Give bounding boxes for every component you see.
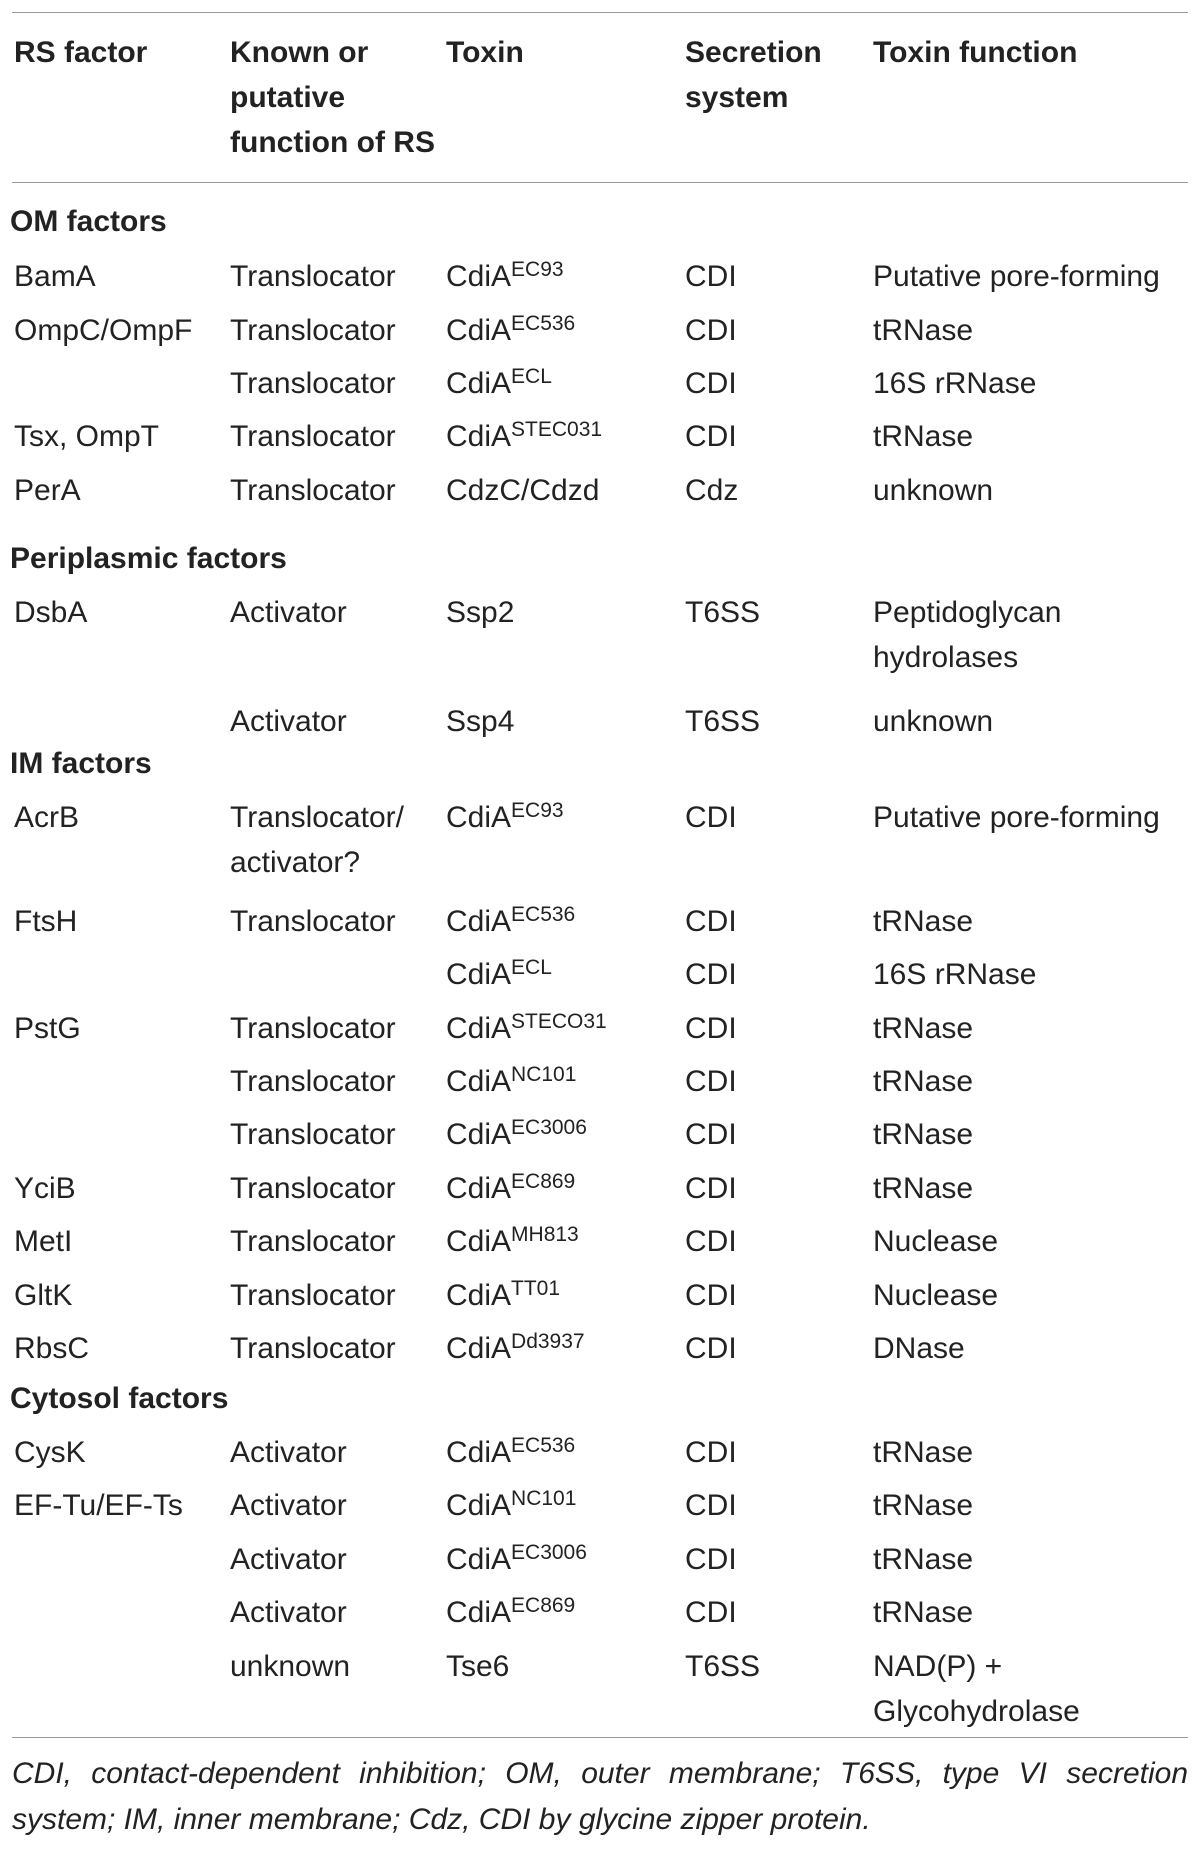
rs-function-cell-line2: activator? (230, 846, 361, 879)
toxin-strain-superscript: EC3006 (511, 1541, 587, 1564)
toxin-name: CdiA (446, 260, 512, 293)
toxin-cell (446, 799, 564, 834)
rs-function-cell: Activator (230, 596, 347, 629)
rs-function-cell: Translocator (230, 367, 396, 400)
toxin-cell (446, 903, 576, 938)
toxin-name: Ssp4 (446, 705, 515, 738)
toxin-strain-superscript: STECO31 (511, 1010, 607, 1033)
toxin-name: CdiA (446, 1118, 512, 1151)
toxin-name: CdiA (446, 1436, 512, 1469)
toxin-cell (446, 1170, 576, 1205)
rs-factor-cell: BamA (14, 260, 96, 293)
toxin-strain-superscript: EC536 (511, 312, 576, 335)
toxin-function-cell: tRNase (873, 1596, 974, 1629)
toxin-name: Ssp2 (446, 596, 515, 629)
toxin-cell (446, 598, 514, 628)
toxin-strain-superscript: TT01 (511, 1277, 561, 1300)
toxin-cell (446, 956, 552, 991)
toxin-strain-superscript: EC3006 (511, 1116, 587, 1139)
rs-factor-cell: RbsC (14, 1332, 90, 1365)
toxin-cell (446, 1330, 585, 1365)
secretion-system-cell: T6SS (685, 596, 761, 629)
toxin-name: CdiA (446, 1279, 512, 1312)
toxin-strain-superscript: EC869 (511, 1170, 576, 1193)
rs-function-cell: Activator (230, 1436, 347, 1469)
header-toxin: Toxin (446, 36, 524, 69)
rs-function-cell: Activator (230, 1596, 347, 1629)
toxin-cell (446, 365, 552, 400)
toxin-name: CdiA (446, 1172, 512, 1205)
toxin-function-cell: tRNase (873, 1118, 974, 1151)
secretion-system-cell: CDI (685, 1332, 737, 1365)
header-function-line3: function of RS (230, 126, 435, 159)
secretion-system-cell: CDI (685, 260, 737, 293)
section-title: Cytosol factors (10, 1382, 229, 1415)
secretion-system-cell: CDI (685, 1225, 737, 1258)
rs-factor-cell: YciB (14, 1172, 76, 1205)
secretion-system-cell: CDI (685, 1118, 737, 1151)
header-rs-factor: RS factor (14, 36, 148, 69)
secretion-system-cell: CDI (685, 1012, 737, 1045)
toxin-function-cell: Putative pore-forming (873, 801, 1160, 834)
toxin-function-cell: Peptidoglycan (873, 596, 1062, 629)
rs-function-cell: Translocator (230, 1172, 396, 1205)
rs-factor-cell: OmpC/OmpF (14, 314, 193, 347)
rs-function-cell: Translocator (230, 1012, 396, 1045)
toxin-name: CdiA (446, 1489, 512, 1522)
toxin-function-cell: 16S rRNase (873, 958, 1037, 991)
toxin-name: CdiA (446, 1065, 512, 1098)
toxin-cell (446, 1487, 577, 1522)
toxin-function-cell: tRNase (873, 905, 974, 938)
rs-function-cell: Activator (230, 1543, 347, 1576)
secretion-system-cell: CDI (685, 958, 737, 991)
rs-function-cell: unknown (230, 1650, 351, 1683)
toxin-cell (446, 258, 564, 293)
toxin-function-cell: tRNase (873, 1543, 974, 1576)
header-toxin-function: Toxin function (873, 36, 1078, 69)
toxin-name: CdiA (446, 1225, 512, 1258)
rs-function-cell: Translocator (230, 420, 396, 453)
toxin-function-cell: tRNase (873, 1489, 974, 1522)
secretion-system-cell: CDI (685, 801, 737, 834)
toxin-cell (446, 1010, 607, 1045)
rs-function-cell: Translocator (230, 1225, 396, 1258)
toxin-name: CdzC/Cdzd (446, 474, 600, 507)
secretion-system-cell: CDI (685, 1489, 737, 1522)
toxin-function-cell: unknown (873, 705, 994, 738)
toxin-cell (446, 1223, 579, 1258)
toxin-strain-superscript: NC101 (511, 1487, 577, 1510)
toxin-strain-superscript: EC93 (511, 799, 564, 822)
toxin-name: CdiA (446, 367, 512, 400)
toxin-name: CdiA (446, 1012, 512, 1045)
rs-factor-cell: AcrB (14, 801, 80, 834)
secretion-system-cell: CDI (685, 1436, 737, 1469)
toxin-cell (446, 1277, 561, 1312)
bottom-rule (12, 1737, 1188, 1738)
top-rule (12, 12, 1188, 13)
rs-factor-cell: CysK (14, 1436, 86, 1469)
secretion-system-cell: T6SS (685, 705, 761, 738)
secretion-system-cell: T6SS (685, 1650, 761, 1683)
secretion-system-cell: Cdz (685, 474, 739, 507)
secretion-system-cell: CDI (685, 1596, 737, 1629)
rs-function-cell: Activator (230, 705, 347, 738)
toxin-strain-superscript: EC869 (511, 1594, 576, 1617)
toxin-cell (446, 1063, 577, 1098)
toxin-function-cell: tRNase (873, 1436, 974, 1469)
secretion-system-cell: CDI (685, 905, 737, 938)
toxin-function-cell: Nuclease (873, 1225, 999, 1258)
toxin-cell (446, 1652, 509, 1682)
rs-function-cell: Activator (230, 1489, 347, 1522)
section-title: Periplasmic factors (10, 542, 287, 575)
rs-factor-cell: EF-Tu/EF-Ts (14, 1489, 183, 1522)
toxin-strain-superscript: MH813 (511, 1223, 579, 1246)
toxin-strain-superscript: Dd3937 (511, 1330, 585, 1353)
secretion-system-cell: CDI (685, 367, 737, 400)
rs-factor-cell: Tsx, OmpT (14, 420, 160, 453)
rs-function-cell: Translocator (230, 1065, 396, 1098)
toxin-name: CdiA (446, 1332, 512, 1365)
toxin-cell (446, 1541, 587, 1576)
toxin-cell (446, 476, 599, 506)
header-function-line1: Known or (230, 36, 369, 69)
secretion-system-cell: CDI (685, 1065, 737, 1098)
toxin-cell (446, 1116, 587, 1151)
rs-function-cell: Translocator (230, 1118, 396, 1151)
rs-factor-cell: PstG (14, 1012, 81, 1045)
rs-function-cell: Translocator (230, 260, 396, 293)
rs-factor-cell: MetI (14, 1225, 73, 1258)
rs-factor-cell: FtsH (14, 905, 78, 938)
rs-factor-cell: PerA (14, 474, 81, 507)
rs-function-cell: Translocator (230, 1279, 396, 1312)
toxin-name: CdiA (446, 801, 512, 834)
section-title: OM factors (10, 205, 167, 238)
table-footnote: CDI, contact-dependent inhibition; OM, outer membrane; T6SS, type VI secretion system; IM, inner membrane; Cdz, CDI by glycine zipper protein. (12, 1757, 1188, 1836)
toxin-function-cell: tRNase (873, 1172, 974, 1205)
secretion-system-cell: CDI (685, 1543, 737, 1576)
toxin-name: CdiA (446, 1543, 512, 1576)
rs-factor-cell: GltK (14, 1279, 73, 1312)
toxin-function-cell: tRNase (873, 1012, 974, 1045)
toxin-function-cell: Putative pore-forming (873, 260, 1160, 293)
rs-function-cell: Translocator (230, 314, 396, 347)
toxin-function-cell-line2: hydrolases (873, 641, 1019, 674)
toxin-strain-superscript: EC536 (511, 1434, 576, 1457)
toxin-strain-superscript: ECL (511, 956, 552, 979)
section-title: IM factors (10, 747, 152, 780)
rs-function-cell: Translocator (230, 474, 396, 507)
toxin-name: CdiA (446, 314, 512, 347)
rs-function-cell: Translocator (230, 905, 396, 938)
toxin-name: CdiA (446, 905, 512, 938)
toxin-function-cell-line2: Glycohydrolase (873, 1695, 1080, 1728)
toxin-function-cell: tRNase (873, 314, 974, 347)
toxin-strain-superscript: EC536 (511, 903, 576, 926)
toxin-name: CdiA (446, 958, 512, 991)
toxin-function-cell: DNase (873, 1332, 965, 1365)
toxin-cell (446, 1594, 576, 1629)
toxin-strain-superscript: ECL (511, 365, 552, 388)
toxin-cell (446, 312, 576, 347)
toxin-function-cell: tRNase (873, 1065, 974, 1098)
header-secretion-line2: system (685, 81, 789, 114)
toxin-function-cell: tRNase (873, 420, 974, 453)
toxin-function-cell: NAD(P) + (873, 1650, 1003, 1683)
toxin-name: Tse6 (446, 1650, 510, 1683)
rs-function-cell: Translocator/ (230, 801, 404, 834)
toxin-cell (446, 707, 514, 737)
toxin-function-cell: Nuclease (873, 1279, 999, 1312)
secretion-system-cell: CDI (685, 1279, 737, 1312)
rs-function-cell: Translocator (230, 1332, 396, 1365)
toxin-strain-superscript: STEC031 (511, 418, 603, 441)
secretion-system-cell: CDI (685, 1172, 737, 1205)
toxin-strain-superscript: EC93 (511, 258, 564, 281)
toxin-function-cell: 16S rRNase (873, 367, 1037, 400)
header-rule (12, 182, 1188, 183)
toxin-name: CdiA (446, 420, 512, 453)
secretion-system-cell: CDI (685, 314, 737, 347)
toxin-strain-superscript: NC101 (511, 1063, 577, 1086)
header-function-line2: putative (230, 81, 346, 114)
toxin-cell (446, 1434, 576, 1469)
toxin-cell (446, 418, 603, 453)
rs-factor-cell: DsbA (14, 596, 88, 629)
toxin-function-cell: unknown (873, 474, 994, 507)
header-secretion-line1: Secretion (685, 36, 822, 69)
toxin-name: CdiA (446, 1596, 512, 1629)
secretion-system-cell: CDI (685, 420, 737, 453)
